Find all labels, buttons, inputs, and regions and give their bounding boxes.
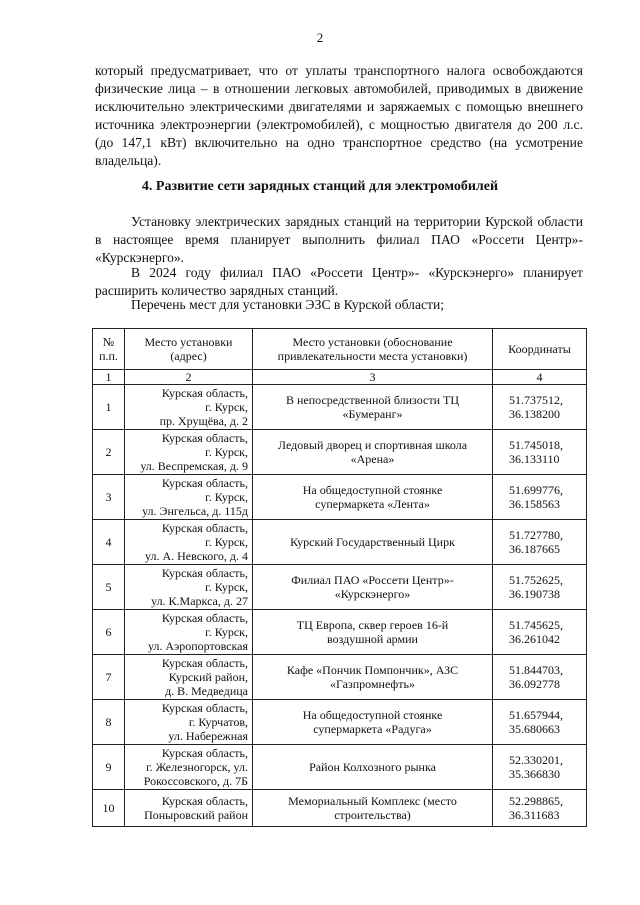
row-number: 7 [93, 655, 125, 700]
longitude: 35.680663 [509, 722, 560, 736]
table-row [93, 520, 587, 565]
address-line: Курская область, [161, 566, 248, 580]
address-line: Курская область, [161, 611, 248, 625]
reason-line: В непосредственной близости ТЦ [285, 393, 459, 407]
address-line: ул. Энгельса, д. 115д [142, 504, 248, 518]
header-address: Место установки (адрес) [125, 329, 253, 370]
row-address [125, 655, 253, 700]
reason-line: «Курскэнерго» [334, 587, 411, 601]
table-header-row [93, 329, 587, 370]
latitude: 52.330201, [509, 753, 563, 767]
row-reason [253, 655, 493, 700]
column-index: 2 [125, 370, 253, 385]
latitude: 52.298865, [509, 794, 563, 808]
longitude: 36.187665 [509, 542, 560, 556]
row-address [125, 700, 253, 745]
address-line: Курская область, [161, 386, 248, 400]
row-coordinates [493, 565, 587, 610]
reason-line: «Бумеранг» [342, 407, 403, 421]
row-coordinates [493, 700, 587, 745]
row-reason [253, 565, 493, 610]
charging-stations-table [92, 328, 587, 827]
reason-line: строительства) [334, 808, 411, 822]
address-line: Поныровский район [144, 808, 248, 822]
column-index: 3 [253, 370, 493, 385]
row-address [125, 565, 253, 610]
row-reason [253, 430, 493, 475]
longitude: 36.092778 [509, 677, 560, 691]
row-coordinates [493, 385, 587, 430]
row-address [125, 430, 253, 475]
row-coordinates [493, 610, 587, 655]
reason-line: воздушной армии [327, 632, 418, 646]
reason-line: «Газпромнефть» [330, 677, 415, 691]
address-line: г. Курск, [205, 625, 248, 639]
reason-line: «Арена» [350, 452, 395, 466]
row-number: 10 [93, 790, 125, 827]
address-line: Курская область, [161, 521, 248, 535]
table-body [93, 385, 587, 827]
reason-line: супермаркета «Радуга» [313, 722, 432, 736]
column-index: 4 [493, 370, 587, 385]
latitude: 51.699776, [509, 483, 563, 497]
reason-line: супермаркета «Лента» [315, 497, 430, 511]
latitude: 51.844703, [509, 663, 563, 677]
address-line: Курская область, [161, 431, 248, 445]
row-address [125, 385, 253, 430]
row-reason [253, 790, 493, 827]
address-line: пр. Хрущёва, д. 2 [159, 414, 248, 428]
row-reason [253, 385, 493, 430]
address-line: г. Курск, [205, 490, 248, 504]
reason-line: ТЦ Европа, сквер героев 16-й [296, 618, 449, 632]
address-line: Курский район, [168, 670, 248, 684]
address-line: Курская область, [161, 701, 248, 715]
longitude: 36.158563 [509, 497, 560, 511]
header-number: № п.п. [93, 329, 125, 370]
row-address [125, 520, 253, 565]
column-index: 1 [93, 370, 125, 385]
table-row [93, 385, 587, 430]
reason-line: Мемориальный Комплекс (место [288, 794, 457, 808]
latitude: 51.737512, [509, 393, 563, 407]
longitude: 36.133110 [509, 452, 560, 466]
table-row [93, 700, 587, 745]
row-coordinates [493, 520, 587, 565]
row-reason [253, 610, 493, 655]
paragraph-list-intro: Перечень мест для установки ЭЗС в Курской области; [131, 297, 445, 312]
address-line: д. В. Медведица [165, 684, 248, 698]
row-address [125, 745, 253, 790]
row-coordinates [493, 655, 587, 700]
row-number: 9 [93, 745, 125, 790]
latitude: 51.657944, [509, 708, 563, 722]
row-reason [253, 700, 493, 745]
row-number: 5 [93, 565, 125, 610]
address-line: ул. К.Маркса, д. 27 [151, 594, 248, 608]
page-number: 2 [316, 30, 324, 45]
row-number: 8 [93, 700, 125, 745]
header-coordinates: Координаты [493, 329, 587, 370]
header-reason: Место установки (обоснование привлекательности места установки) [253, 329, 493, 370]
table-row [93, 745, 587, 790]
address-line: Курская область, [161, 476, 248, 490]
paragraph-charging-installation: Установку электрических зарядных станций на территории Курской области в настоящее время планирует выполнить филиал ПАО «Россети Центр»- «Курскэнерго». [95, 214, 583, 265]
row-reason [253, 475, 493, 520]
row-coordinates [493, 790, 587, 827]
latitude: 51.752625, [509, 573, 563, 587]
table-row [93, 475, 587, 520]
row-reason [253, 745, 493, 790]
row-number: 1 [93, 385, 125, 430]
table-row [93, 790, 587, 827]
reason-line: Кафе «Пончик Помпончик», АЗС [286, 663, 459, 677]
address-line: г. Курск, [205, 400, 248, 414]
paragraph-expansion-plan: В 2024 году филиал ПАО «Россети Центр»- «Курскэнерго» планирует расширить количество зарядных станций. [95, 265, 583, 298]
longitude: 36.190738 [509, 587, 560, 601]
table-row [93, 610, 587, 655]
table-row [93, 565, 587, 610]
section-heading: 4. Развитие сети зарядных станций для электромобилей [141, 179, 499, 194]
reason-line: На общедоступной стоянке [302, 708, 443, 722]
row-coordinates [493, 430, 587, 475]
address-line: г. Железногорск, ул. [146, 760, 248, 774]
longitude: 36.138200 [509, 407, 560, 421]
reason-line: Филиал ПАО «Россети Центр»- [291, 573, 454, 587]
row-reason [253, 520, 493, 565]
latitude: 51.727780, [509, 528, 563, 542]
address-line: ул. Веспремская, д. 9 [140, 459, 248, 473]
address-line: Курская область, [161, 656, 248, 670]
row-number: 4 [93, 520, 125, 565]
row-address [125, 610, 253, 655]
address-line: г. Курск, [205, 445, 248, 459]
row-number: 3 [93, 475, 125, 520]
table-row [93, 655, 587, 700]
reason-line: Ледовый дворец и спортивная школа [277, 438, 468, 452]
row-address [125, 790, 253, 827]
row-number: 2 [93, 430, 125, 475]
latitude: 51.745018, [509, 438, 563, 452]
row-address [125, 475, 253, 520]
address-line: г. Курск, [205, 535, 248, 549]
latitude: 51.745625, [509, 618, 563, 632]
longitude: 36.261042 [509, 632, 560, 646]
address-line: г. Курчатов, [188, 715, 248, 729]
longitude: 36.311683 [509, 808, 560, 822]
reason-line: Курский Государственный Цирк [290, 535, 455, 549]
address-line: Курская область, [161, 794, 248, 808]
reason-line: Район Колхозного рынка [309, 760, 436, 774]
row-number: 6 [93, 610, 125, 655]
address-line: ул. Набережная [168, 729, 248, 743]
longitude: 35.366830 [509, 767, 560, 781]
address-line: Курская область, [161, 746, 248, 760]
intro-paragraph: который предусматривает, что от уплаты транспортного налога освобождаются физические лица – в отношении легковых автомобилей, приводимых в движение исключительно электрическими двигателями и заряжаемых с помощью внешнего источника электроэнергии (электромобилей), с мощностью двигателя до 200 л.с. (до 147,1 кВт) включительно на одно транспортное средство (на усмотрение владельца). [95, 63, 583, 168]
address-line: Рокоссовского, д. 7Б [143, 774, 248, 788]
address-line: г. Курск, [205, 580, 248, 594]
reason-line: На общедоступной стоянке [302, 483, 443, 497]
row-coordinates [493, 475, 587, 520]
address-line: ул. Аэропортовская [147, 639, 248, 653]
column-index-row [93, 370, 587, 385]
row-coordinates [493, 745, 587, 790]
address-line: ул. А. Невского, д. 4 [145, 549, 248, 563]
table-row [93, 430, 587, 475]
